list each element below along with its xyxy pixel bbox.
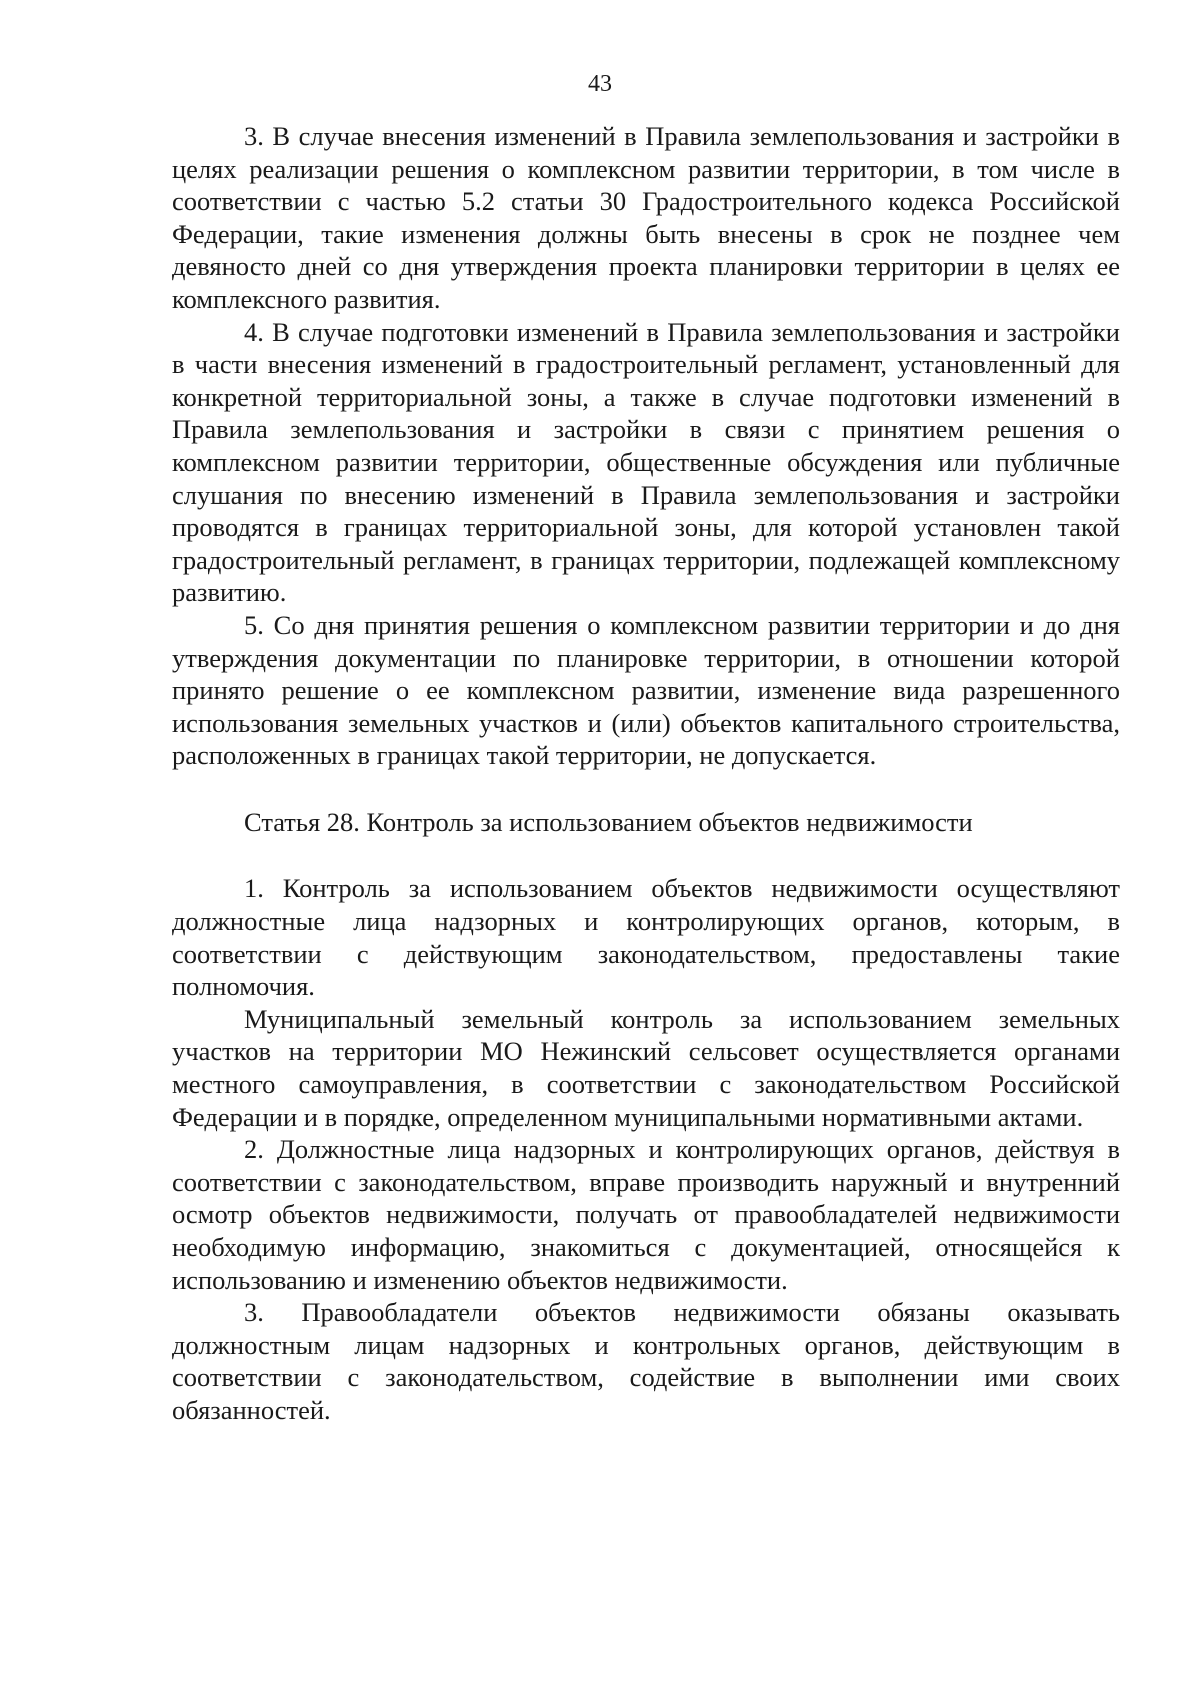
article-heading: Статья 28. Контроль за использованием объектов недвижимости — [244, 806, 973, 837]
paragraph-item-5-land-use-restriction: 5. Со дня принятия решения о комплексном развитии территории и до дня утверждения документации по планировке территории, в отношении которой принято решение о ее комплексном развитии, изменение вида разрешенного использования земельных участков и (или) объектов капитального строительства, расположенных в границах такой территории, не допускается. — [172, 609, 1120, 771]
paragraph-item-3-integrated-development: 3. В случае внесения изменений в Правила землепользования и застройки в целях реализации решения о комплексном развитии территории, в том числе в соответствии с частью 5.2 статьи 30 Градостроительного кодекса Российской Федерации, такие изменения должны быть внесены в срок не позднее чем девяносто дней со дня утверждения проекта планировки территории в целях ее комплексного развития. — [172, 121, 1120, 314]
article-paragraph-1-control: 1. Контроль за использованием объектов недвижимости осуществляют должностные лица надзорных и контролирующих органов, которым, в соответствии с действующим законодательством, предоставлены такие полномочия. — [172, 873, 1120, 1002]
document-body — [172, 120, 1120, 1427]
spacer — [172, 838, 1120, 872]
article-paragraph-2-officials-rights: 2. Должностные лица надзорных и контролирующих органов, действуя в соответствии с законодательством, вправе производить наружный и внутренний осмотр объектов недвижимости, получать от правообладателей недвижимости необходимую информацию, знакомиться с документацией, относящейся к использованию и изменению объектов недвижимости. — [172, 1134, 1120, 1295]
spacer — [172, 772, 1120, 806]
article-paragraph-municipal-control: Муниципальный земельный контроль за использованием земельных участков на территории МО Нежинский сельсовет осуществляется органами местного самоуправления, в соответствии с законодательством Российской Федерации и в порядке, определенном муниципальными нормативными актами. — [172, 1003, 1120, 1132]
page-number: 43 — [588, 71, 612, 97]
article-paragraph-3-owners-obligations: 3. Правообладатели объектов недвижимости обязаны оказывать должностным лицам надзорных и контрольных органов, действующим в соответствии с законодательством, содействие в выполнении ими своих обязанностей. — [172, 1297, 1120, 1425]
paragraph-item-4-public-hearings: 4. В случае подготовки изменений в Правила землепользования и застройки в части внесения изменений в градостроительный регламент, установленный для конкретной территориальной зоны, а также в случае подготовки изменений в Правила землепользования и застройки в связи с принятием решения о комплексном развитии территории, общественные обсуждения или публичные слушания по внесению изменений в Правила землепользования и застройки проводятся в границах территориальной зоны, для которой установлен такой градостроительный регламент, в границах территории, подлежащей комплексному развитию. — [172, 316, 1120, 608]
